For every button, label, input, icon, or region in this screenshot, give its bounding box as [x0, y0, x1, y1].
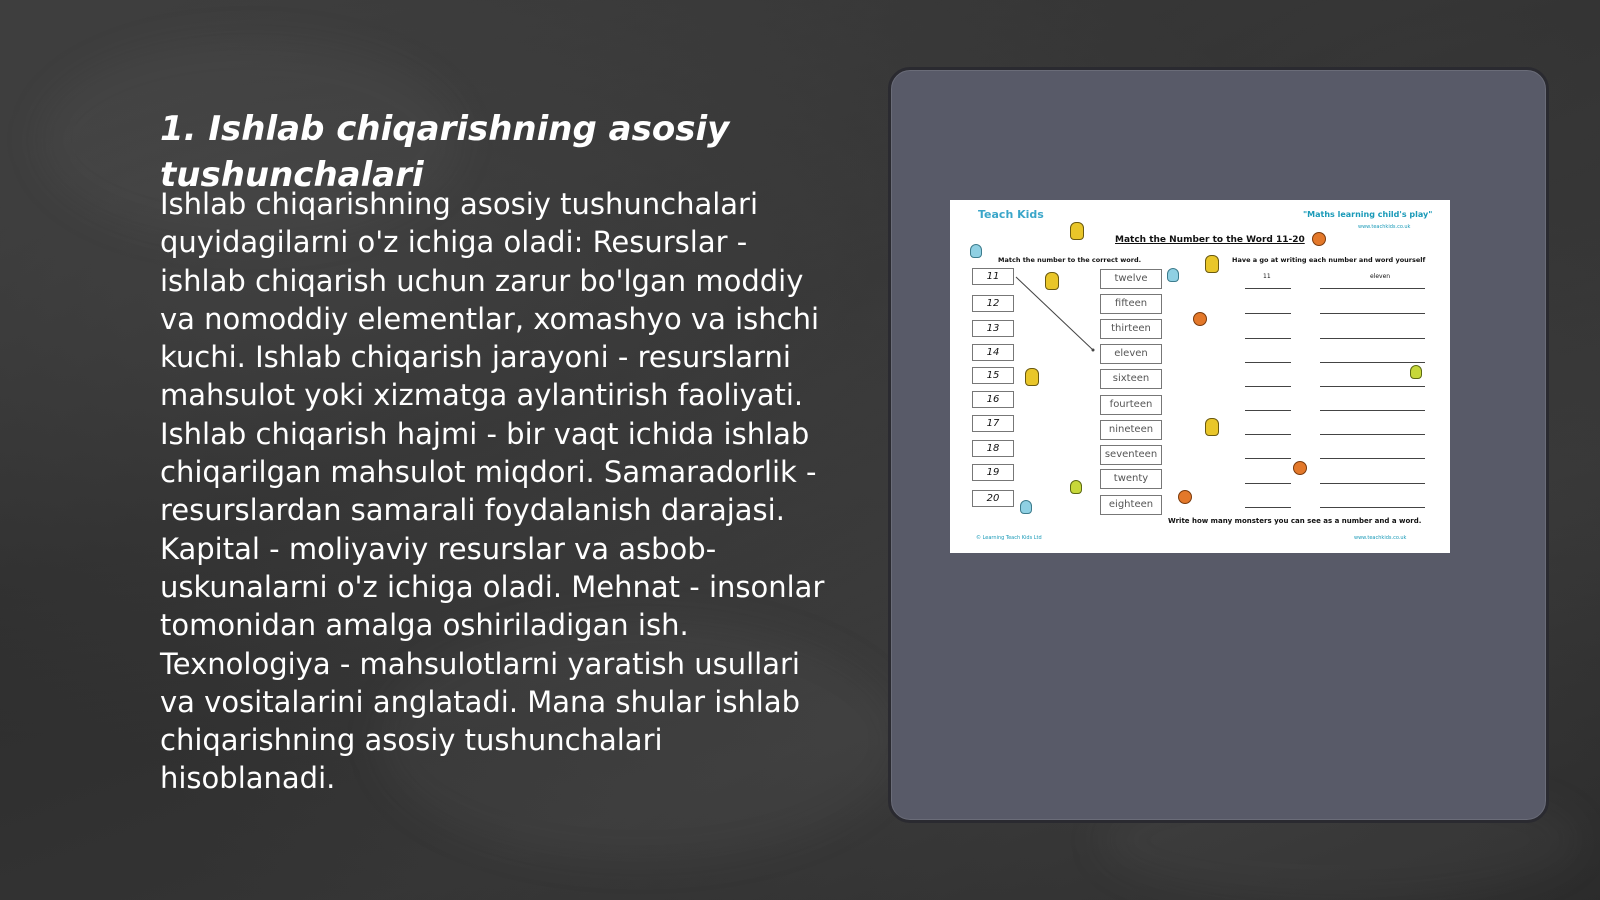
word-box: seventeen [1100, 445, 1162, 465]
answer-line-word [1320, 386, 1425, 387]
answer-line-word [1320, 362, 1425, 363]
word-box: nineteen [1100, 420, 1162, 440]
answer-line-number [1245, 410, 1291, 411]
answer-line-number [1245, 338, 1291, 339]
monster-icon [1205, 255, 1219, 273]
word-box: eighteen [1100, 495, 1162, 515]
worksheet-instruction-left: Match the number to the correct word. [998, 256, 1142, 264]
answer-line-word [1320, 458, 1425, 459]
worksheet-image [950, 200, 1450, 553]
worksheet-title: Match the Number to the Word 11-20 [1115, 235, 1305, 245]
answer-line-word [1320, 410, 1425, 411]
monster-icon [1410, 365, 1422, 379]
monster-icon [1070, 222, 1084, 240]
monster-icon [970, 244, 982, 258]
answer-line-word [1320, 434, 1425, 435]
monster-icon [1025, 368, 1039, 386]
slide-body-text: Ishlab chiqarishning asosiy tushunchalari quyidagilarni o'z ichiga oladi: Resurslar - ishlab chiqarish uchun zarur bo'lgan moddiy va nomoddiy elementlar, xomashyo va ishchi kuchi. Ishlab chiqarish jarayoni - resurslarni mahsulot yoki xizmatga aylantirish faoliyati. Ishlab chiqarish hajmi - bir vaqt ichida ishlab chiqarilgan mahsulot miqdori. Samaradorlik - resurslardan samarali foydalanish darajasi. Kapital - moliyaviy resurslar va asbob-uskunalarni o'z ichiga oladi. Mehnat - insonlar tomonidan amalga oshiriladigan ish. Texnologiya - mahsulotlarni yaratish usullari va vositalarini anglatadi. Mana shular ishlab chiqarishning asosiy tushunchalari hisoblanadi. [160, 187, 825, 796]
number-box: 19 [972, 464, 1014, 481]
answer-line-number [1245, 458, 1291, 459]
word-box: eleven [1100, 344, 1162, 364]
word-box: twelve [1100, 269, 1162, 289]
number-box: 20 [972, 490, 1014, 507]
monster-icon [1312, 232, 1326, 246]
answer-line-word [1320, 338, 1425, 339]
number-box: 17 [972, 415, 1014, 432]
answer-line-number [1245, 288, 1291, 289]
worksheet-site-top: www.teachkids.co.uk [1358, 224, 1411, 230]
answer-line-number [1245, 483, 1291, 484]
worksheet-slogan: "Maths learning child's play" [1303, 210, 1433, 219]
worksheet-copyright: © Learning Teach Kids Ltd [976, 535, 1042, 541]
answer-line-number [1245, 386, 1291, 387]
monster-icon [1045, 272, 1059, 290]
number-box: 18 [972, 440, 1014, 457]
monster-icon [1205, 418, 1219, 436]
answer-line-word [1320, 483, 1425, 484]
word-box: thirteen [1100, 319, 1162, 339]
number-box: 16 [972, 391, 1014, 408]
monster-icon [1020, 500, 1032, 514]
number-box: 12 [972, 295, 1014, 312]
monster-icon [1178, 490, 1192, 504]
number-box: 11 [972, 268, 1014, 285]
number-box: 13 [972, 320, 1014, 337]
worksheet-logo: Teach Kids [978, 208, 1044, 221]
monster-icon [1070, 480, 1082, 494]
answer-line-number [1245, 507, 1291, 508]
word-box: fifteen [1100, 294, 1162, 314]
answer-line-word [1320, 288, 1425, 289]
slide-title: 1. Ishlab chiqarishning asosiy tushunchalari [160, 109, 730, 195]
answer-line-word [1320, 507, 1425, 508]
word-box: sixteen [1100, 369, 1162, 389]
word-box: fourteen [1100, 395, 1162, 415]
word-box: twenty [1100, 469, 1162, 489]
monster-icon [1293, 461, 1307, 475]
answer-line-number [1245, 362, 1291, 363]
worksheet-footer-instruction: Write how many monsters you can see as a number and a word. [1168, 517, 1422, 525]
number-box: 15 [972, 367, 1014, 384]
monster-icon [1193, 312, 1207, 326]
example-word: eleven [1370, 273, 1391, 280]
number-box: 14 [972, 344, 1014, 361]
worksheet-instruction-right: Have a go at writing each number and word yourself [1232, 256, 1426, 264]
answer-line-number [1245, 434, 1291, 435]
monster-icon [1167, 268, 1179, 282]
answer-line-number [1245, 313, 1291, 314]
example-number: 11 [1263, 273, 1271, 280]
worksheet-site-bottom: www.teachkids.co.uk [1354, 535, 1407, 541]
answer-line-word [1320, 313, 1425, 314]
